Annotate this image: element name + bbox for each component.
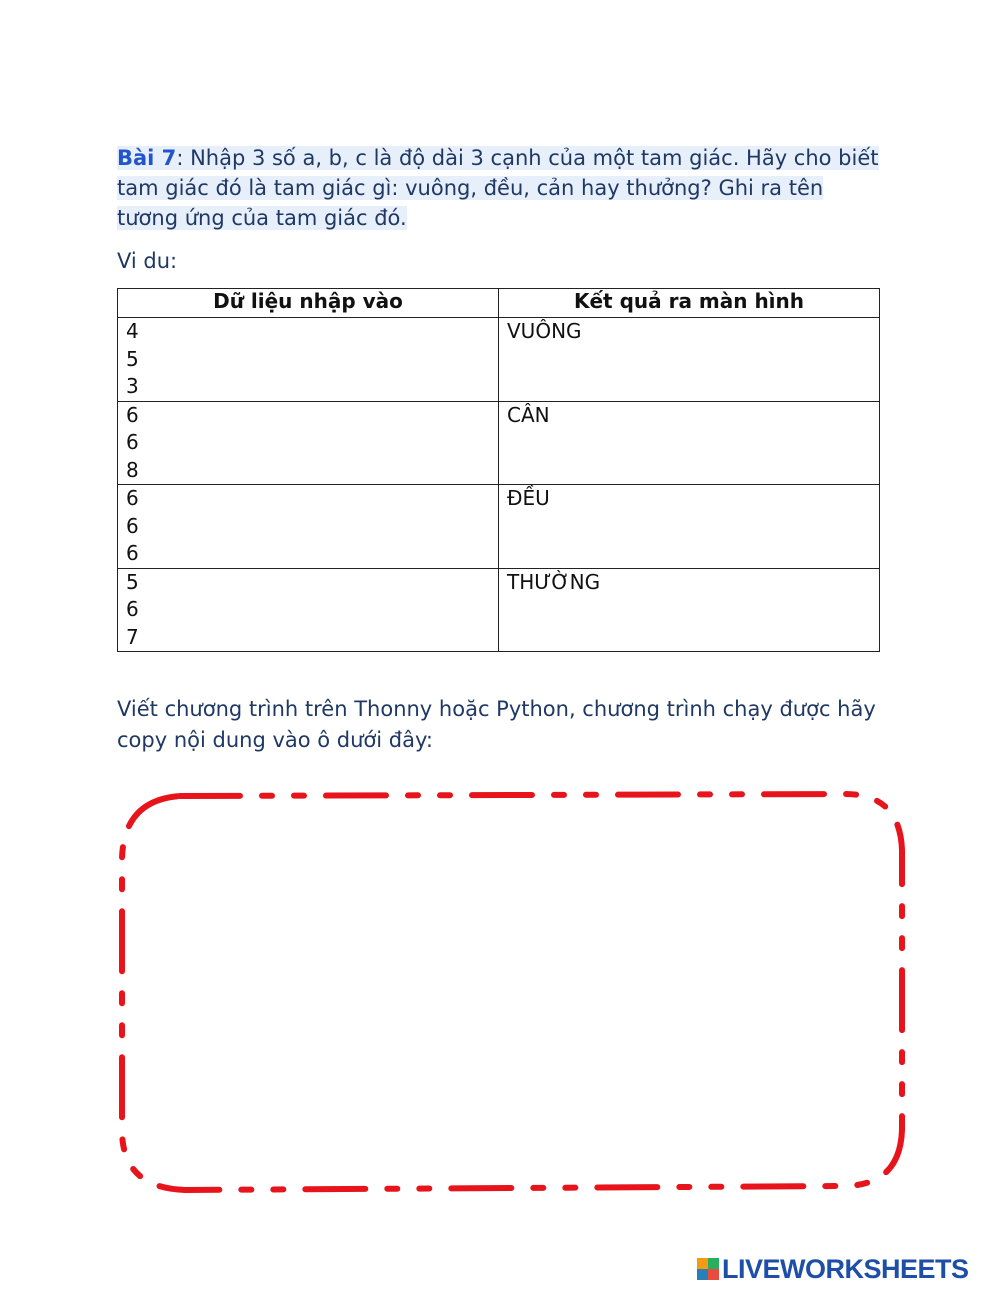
input-value: 8	[126, 457, 139, 482]
input-cell	[118, 568, 499, 652]
instructions	[117, 694, 877, 756]
input-value: 6	[126, 486, 139, 510]
problem-line-1: : Nhập 3 số a, b, c là độ dài 3 cạnh của một tam giác. Hãy cho biết	[176, 146, 879, 170]
logo-square-2	[708, 1258, 719, 1269]
logo-mark-icon	[697, 1258, 719, 1280]
table-row	[118, 401, 880, 485]
input-value: 5	[126, 346, 139, 371]
logo-square-3	[697, 1269, 708, 1280]
problem-statement	[117, 143, 887, 233]
instructions-line-1: Viết chương trình trên Thonny hoặc Python, chương trình chạy được hãy	[117, 697, 876, 721]
table-row	[118, 568, 880, 652]
input-value: 6	[126, 597, 139, 621]
answer-input-box[interactable]	[100, 770, 920, 1210]
input-value: 6	[126, 541, 139, 565]
output-cell: THƯỜNG	[499, 568, 880, 652]
output-cell: CÂN	[499, 401, 880, 485]
input-value: 3	[126, 374, 139, 398]
input-value: 6	[126, 513, 139, 538]
input-value: 5	[126, 569, 139, 594]
logo-square-4	[708, 1269, 719, 1280]
input-value: 6	[126, 430, 139, 454]
output-cell: ĐỀU	[499, 485, 880, 569]
input-value: 4	[126, 319, 139, 343]
table-row	[118, 318, 880, 402]
table-header-row	[118, 289, 880, 318]
input-cell	[118, 485, 499, 569]
input-cell	[118, 318, 499, 402]
input-value: 6	[126, 402, 139, 427]
logo-text: LIVEWORKSHEETS	[722, 1253, 969, 1284]
example-label: Vi du:	[117, 249, 178, 273]
problem-label: Bài 7	[117, 146, 177, 170]
answer-box-border	[100, 770, 920, 1210]
instructions-line-2: copy nội dung vào ô dưới đây:	[117, 728, 433, 752]
logo-square-1	[697, 1258, 708, 1269]
table-row	[118, 485, 880, 569]
header-input: Dữ liệu nhập vào	[118, 289, 499, 318]
problem-line-2: tam giác đó là tam giác gì: vuông, đều, cản hay thưởng? Ghi ra tên	[117, 176, 824, 200]
problem-line-3: tương ứng của tam giác đó.	[117, 206, 407, 230]
input-value: 7	[126, 624, 139, 649]
input-cell	[118, 401, 499, 485]
liveworksheets-logo	[697, 1254, 969, 1284]
example-table	[117, 288, 880, 652]
header-output: Kết quả ra màn hình	[499, 289, 880, 318]
output-cell: VUÔNG	[499, 318, 880, 402]
